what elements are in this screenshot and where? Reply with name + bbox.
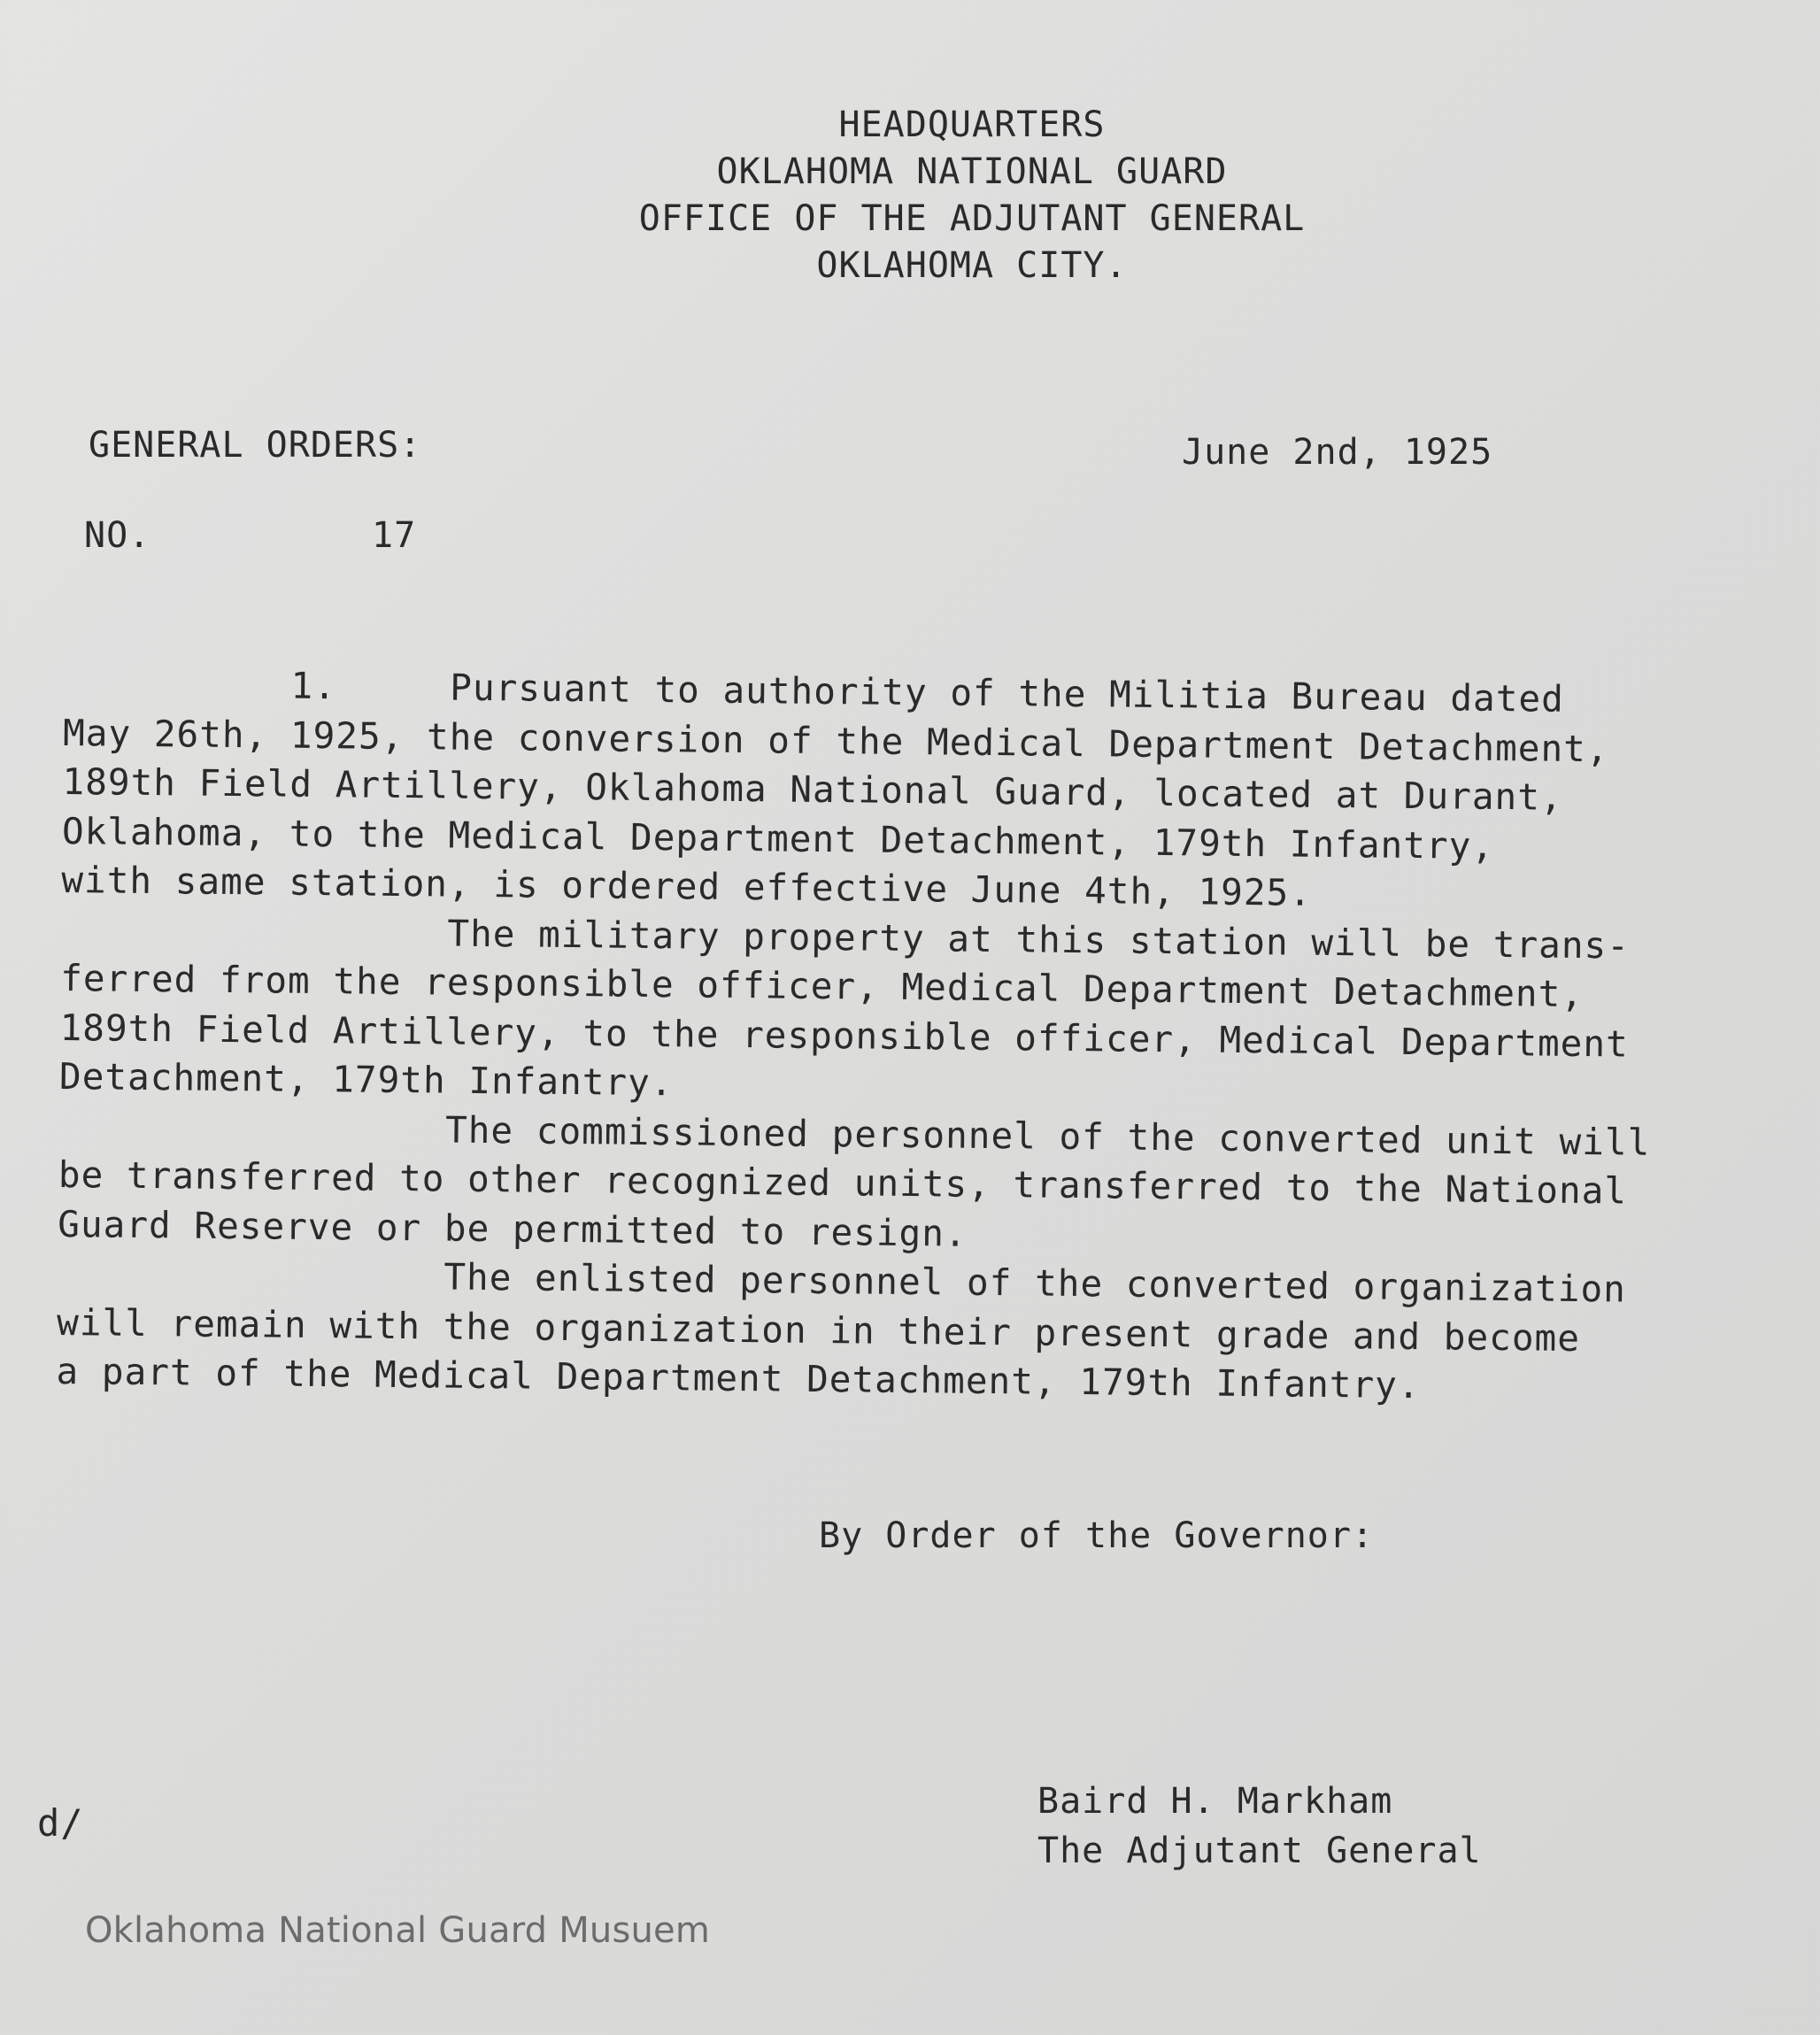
- body-line: ferred from the responsible officer, Medical Department Detachment,: [59, 956, 1585, 1015]
- body-line: with same station, is ordered effective June 4th, 1925.: [61, 858, 1313, 914]
- body-line: Oklahoma, to the Medical Department Detachment, 179th Infantry,: [61, 809, 1495, 867]
- signer-name: Baird H. Markham: [1037, 1781, 1393, 1822]
- letterhead-line-city: OKLAHOMA CITY.: [816, 245, 1128, 286]
- museum-watermark: Oklahoma National Guard Musuem: [85, 1910, 711, 1951]
- signer-title: The Adjutant General: [1037, 1831, 1482, 1871]
- body-line: The commissioned personnel of the converted unit will: [58, 1104, 1651, 1164]
- body-line: The military property at this station will be trans-: [60, 907, 1631, 967]
- body-line: 1. Pursuant to authority of the Militia Bureau dated: [63, 661, 1565, 721]
- order-body: [56, 659, 1799, 1414]
- body-line: The enlisted personnel of the converted organization: [57, 1251, 1627, 1311]
- order-number-value: 17: [372, 515, 417, 556]
- letterhead-line-organization: OKLAHOMA NATIONAL GUARD: [716, 151, 1228, 192]
- body-line: be transferred to other recognized units, transferred to the National: [58, 1152, 1628, 1213]
- typist-initials: d/: [37, 1801, 84, 1845]
- letterhead-line-office: OFFICE OF THE ADJUTANT GENERAL: [638, 198, 1306, 239]
- general-orders-label: GENERAL ORDERS:: [89, 425, 422, 466]
- body-line: will remain with the organization in their present grade and become: [56, 1300, 1581, 1360]
- body-line: 189th Field Artillery, Oklahoma National Guard, located at Durant,: [62, 759, 1563, 819]
- letterhead-line-headquarters: HEADQUARTERS: [838, 104, 1106, 145]
- order-date: June 2nd, 1925: [1182, 432, 1493, 473]
- letterhead: [0, 102, 1820, 289]
- body-line: Guard Reserve or be permitted to resign.: [58, 1202, 968, 1255]
- body-line: a part of the Medical Department Detachment, 179th Infantry.: [56, 1349, 1421, 1407]
- by-order-line: By Order of the Governor:: [819, 1515, 1375, 1556]
- body-line: Detachment, 179th Infantry.: [58, 1054, 674, 1105]
- order-number-label: NO.: [84, 515, 151, 556]
- body-line: May 26th, 1925, the conversion of the Medical Department Detachment,: [62, 711, 1609, 770]
- body-line: 189th Field Artillery, to the responsible officer, Medical Department: [59, 1006, 1630, 1066]
